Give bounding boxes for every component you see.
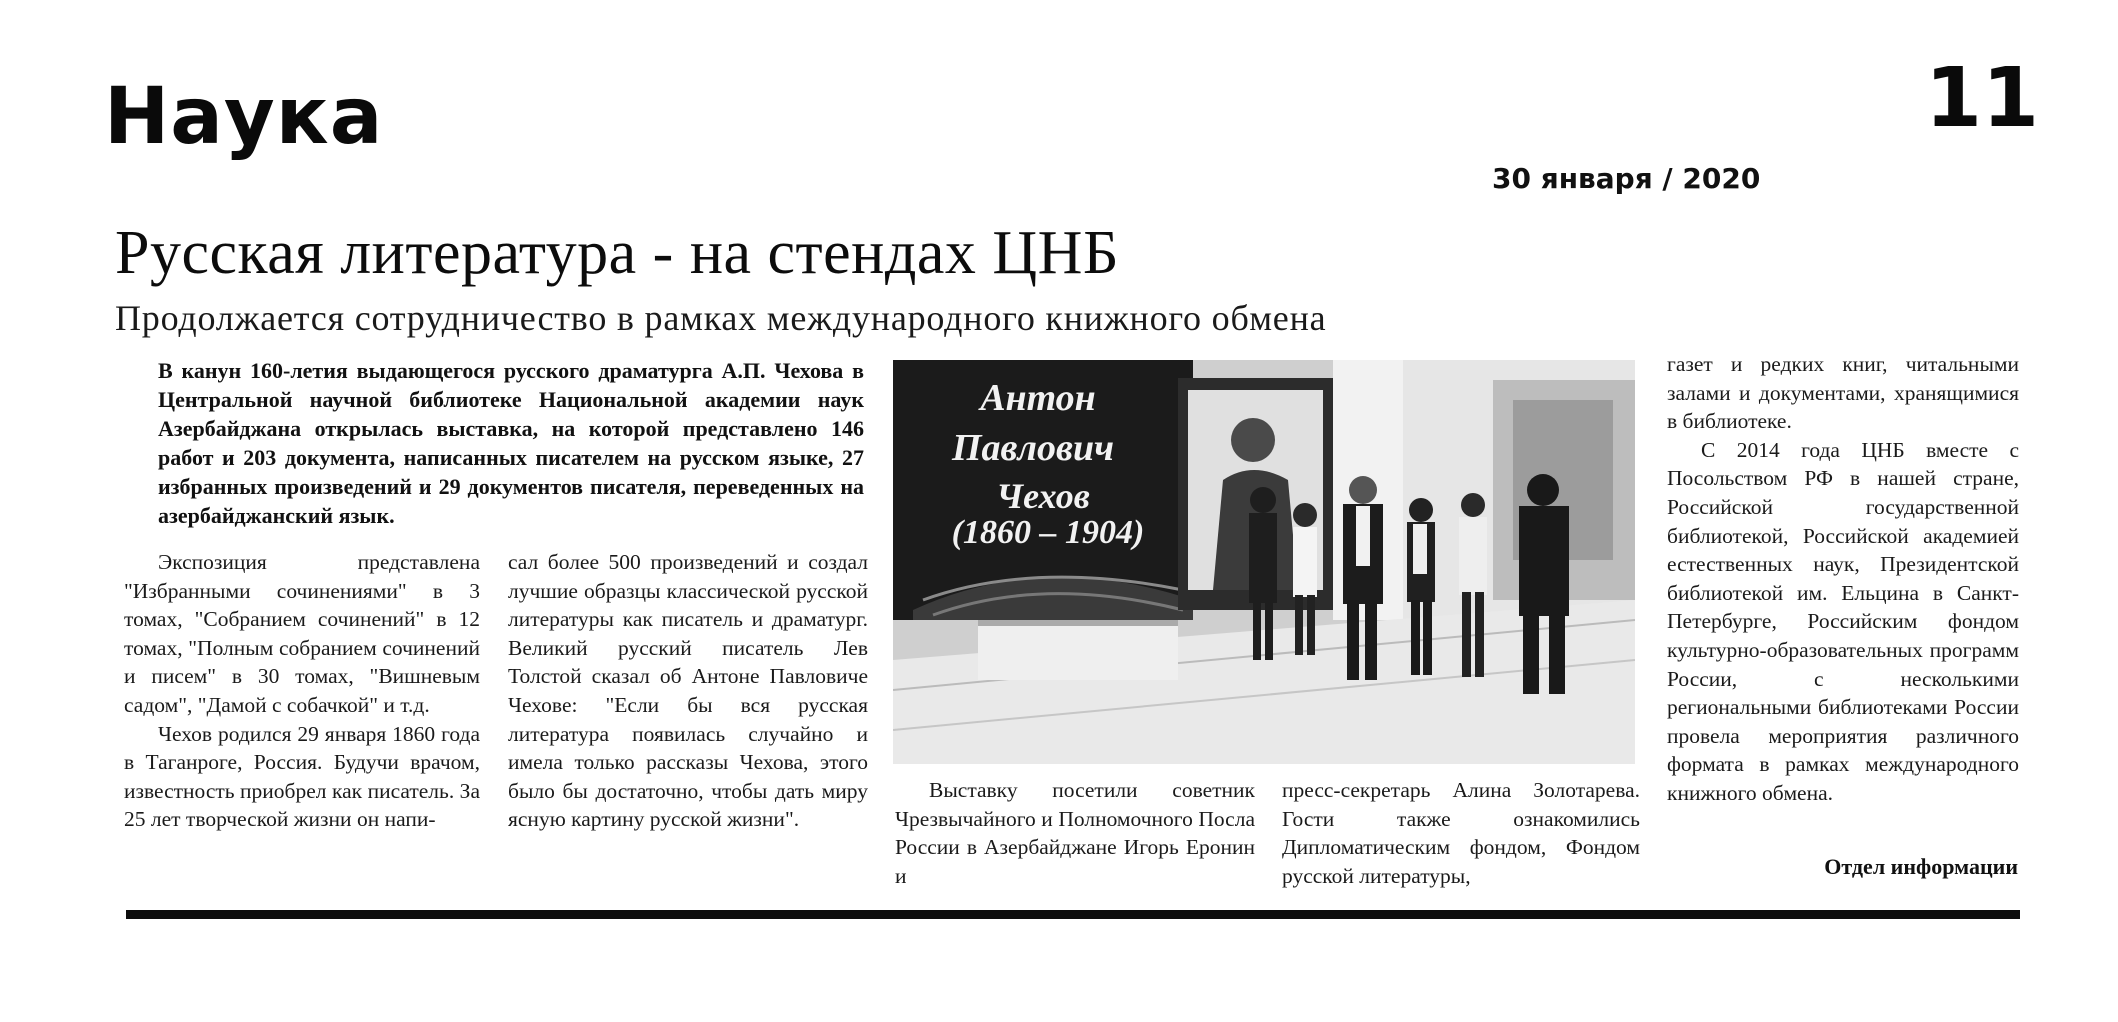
column-1 <box>124 548 480 834</box>
article-signature: Отдел информации <box>1824 854 2018 879</box>
issue-date: 30 января / 2020 <box>1492 162 1761 195</box>
column-5 <box>1667 350 2019 808</box>
column-1-paragraph-1: Экспозиция представлена "Избранными сочинениями" в 3 томах, "Собранием сочинений" в 12 томах, "Полным собранием сочинений и писем" в 30 томах, "Вишневым садом", "Дамой с собачкой" и т.д. <box>124 550 480 717</box>
column-3 <box>895 776 1255 890</box>
bottom-rule <box>126 910 2020 919</box>
banner-line-3: Чехов <box>996 476 1090 516</box>
article-lead: В канун 160-летия выдающегося русского драматурга А.П. Чехова в Центральной научной библиотеке Национальной академии наук Азербайджана открылась выставка, на которой представлено 146 работ и 203 документа, написанных писателем на русском языке, 27 избранных произведений и 29 документов писателя, переведенных на азербайджанский язык. <box>158 358 864 528</box>
column-4 <box>1282 776 1640 890</box>
page-number: 11 <box>1925 51 2040 146</box>
column-1-paragraph-2: Чехов родился 29 января 1860 года в Таганроге, Россия. Будучи врачом, известность приобрел как писатель. За 25 лет творческой жизни он напи- <box>124 721 480 832</box>
column-2-paragraph: сал более 500 произведений и создал лучшие образцы классической русской литературы как писатель и драматург. Великий русский писатель Лев Толстой сказал об Антоне Павловиче Чехове: "Если бы вся русская литература появилась случайно и имела только рассказы Чехова, этого было бы достаточно, чтобы дать миру ясную картину русской жизни". <box>508 550 868 832</box>
exhibition-photo-graphic <box>893 360 1635 764</box>
column-3-paragraph: Выставку посетили советник Чрезвычайного и Полномочного Посла России в Азербайджане Игорь Еронин и <box>895 778 1255 888</box>
article-headline: Русская литература - на стендах ЦНБ <box>115 219 1120 287</box>
article-subheadline: Продолжается сотрудничество в рамках международного книжного обмена <box>115 298 1327 338</box>
banner-line-2: Павлович <box>951 427 1115 469</box>
column-2 <box>508 548 868 834</box>
column-5-paragraph-2: С 2014 года ЦНБ вместе с Посольством РФ в нашей стране, Российской государственной библиотекой, Российской академией естественных наук, Президентской библиотекой им. Ельцина в Санкт-Петербурге, Российским фондом культурно-образовательных программ России, с несколькими региональными библиотеками России провела мероприятия различного формата в рамках международного книжного обмена. <box>1667 437 2019 805</box>
column-5-paragraph-1: газет и редких книг, читальными залами и документами, хранящимися в библиотеке. <box>1667 352 2019 434</box>
column-4-paragraph: пресс-секретарь Алина Золотарева. Гости также ознакомились Дипломатическим фондом, Фондом русской литературы, <box>1282 778 1640 888</box>
section-title: Наука <box>104 72 384 162</box>
banner-line-1: Антон <box>980 377 1096 419</box>
exhibition-photo <box>893 360 1635 764</box>
banner-line-4: (1860 – 1904) <box>951 514 1145 551</box>
